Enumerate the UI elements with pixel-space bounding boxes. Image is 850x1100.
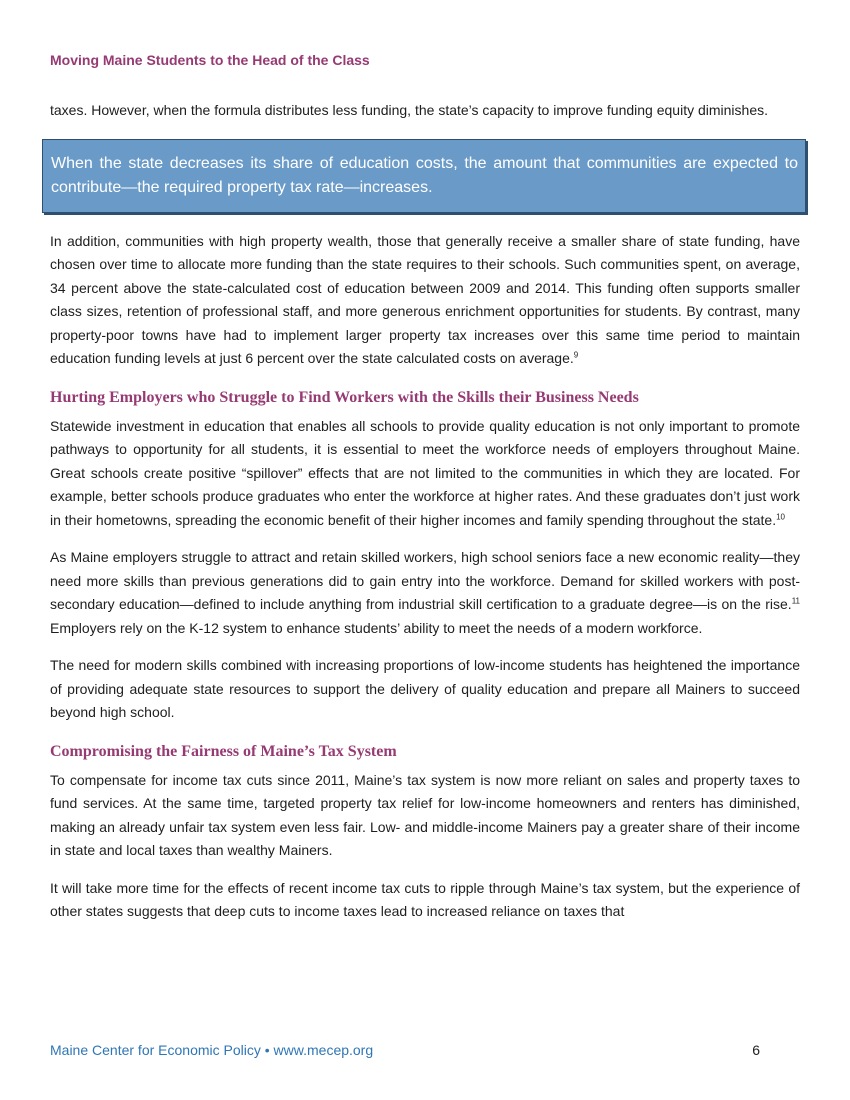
paragraph-3 — [50, 415, 800, 533]
page-number: 6 — [752, 1042, 760, 1058]
paragraph-4-text-a: As Maine employers struggle to attract and retain skilled workers, high school seniors face a new economic reality—they need more skills than previous generations did to gain entry into the workforce. Demand for skilled workers with post-secondary education—defined to include anything from industrial skill certification to a graduate degree—is on the rise. — [50, 549, 800, 612]
section-heading-employers: Hurting Employers who Struggle to Find Workers with the Skills their Business Needs — [50, 388, 639, 406]
footnote-ref-10[interactable]: 10 — [776, 511, 786, 521]
paragraph-7: It will take more time for the effects of recent income tax cuts to ripple through Maine’s tax system, but the experience of other states suggests that deep cuts to income taxes lead to increased reliance on taxes that — [50, 879, 800, 919]
body-content — [50, 99, 800, 938]
section-heading-tax-fairness: Compromising the Fairness of Maine’s Tax System — [50, 742, 397, 760]
paragraph-6: To compensate for income tax cuts since 2011, Maine’s tax system is now more reliant on sales and property taxes to fund services. At the same time, targeted property tax relief for low-income homeowners and renters has diminished, making an already unfair tax system even less fair. Low- and middle-income Mainers pay a greater share of their income in state and local taxes than wealthy Mainers. — [50, 771, 800, 858]
document-page — [50, 0, 800, 1100]
paragraph-1: taxes. However, when the formula distributes less funding, the state’s capacity to improve funding equity diminishes. — [50, 102, 769, 118]
paragraph-4 — [50, 546, 800, 640]
paragraph-5: The need for modern skills combined with increasing proportions of low-income students has heightened the importance of providing adequate state resources to support the delivery of quality education and prepare all Mainers to succeed beyond high school. — [50, 657, 800, 720]
footer-org-link[interactable]: Maine Center for Economic Policy • www.mecep.org — [50, 1042, 374, 1058]
running-header-title: Moving Maine Students to the Head of the Class — [50, 52, 370, 68]
footnote-ref-9[interactable]: 9 — [573, 350, 579, 360]
callout-text: When the state decreases its share of education costs, the amount that communities are expected to contribute—the required property tax rate—increases. — [51, 154, 798, 196]
paragraph-2 — [50, 230, 800, 371]
callout-box — [42, 139, 806, 213]
paragraph-2-text: In addition, communities with high property wealth, those that generally receive a smaller share of state funding, have chosen over time to allocate more funding than the state requires to their schools. Such communities spent, on average, 34 percent above the state-calculated cost of education between 2009 and 2014. This funding often supports smaller class sizes, retention of professional staff, and more generous enrichment opportunities for students. By contrast, many property-poor towns have had to implement larger property tax increases over this same time period to maintain education funding levels at just 6 percent over the state calculated costs on average. — [50, 232, 800, 366]
page-footer — [50, 1042, 800, 1058]
paragraph-4-text-b: Employers rely on the K-12 system to enhance students’ ability to meet the needs of a modern workforce. — [50, 619, 703, 636]
footnote-ref-11[interactable]: 11 — [791, 596, 800, 606]
paragraph-3-text: Statewide investment in education that enables all schools to provide quality education is not only important to promote pathways to opportunity for all students, it is essential to meet the workforce needs of employers throughout Maine. Great schools create positive “spillover” effects that are not limited to the communities in which they are located. For example, better schools produce graduates who enter the workforce at higher rates. And these graduates don’t just work in their hometowns, spreading the economic benefit of their higher incomes and family spending throughout the state. — [50, 417, 800, 528]
